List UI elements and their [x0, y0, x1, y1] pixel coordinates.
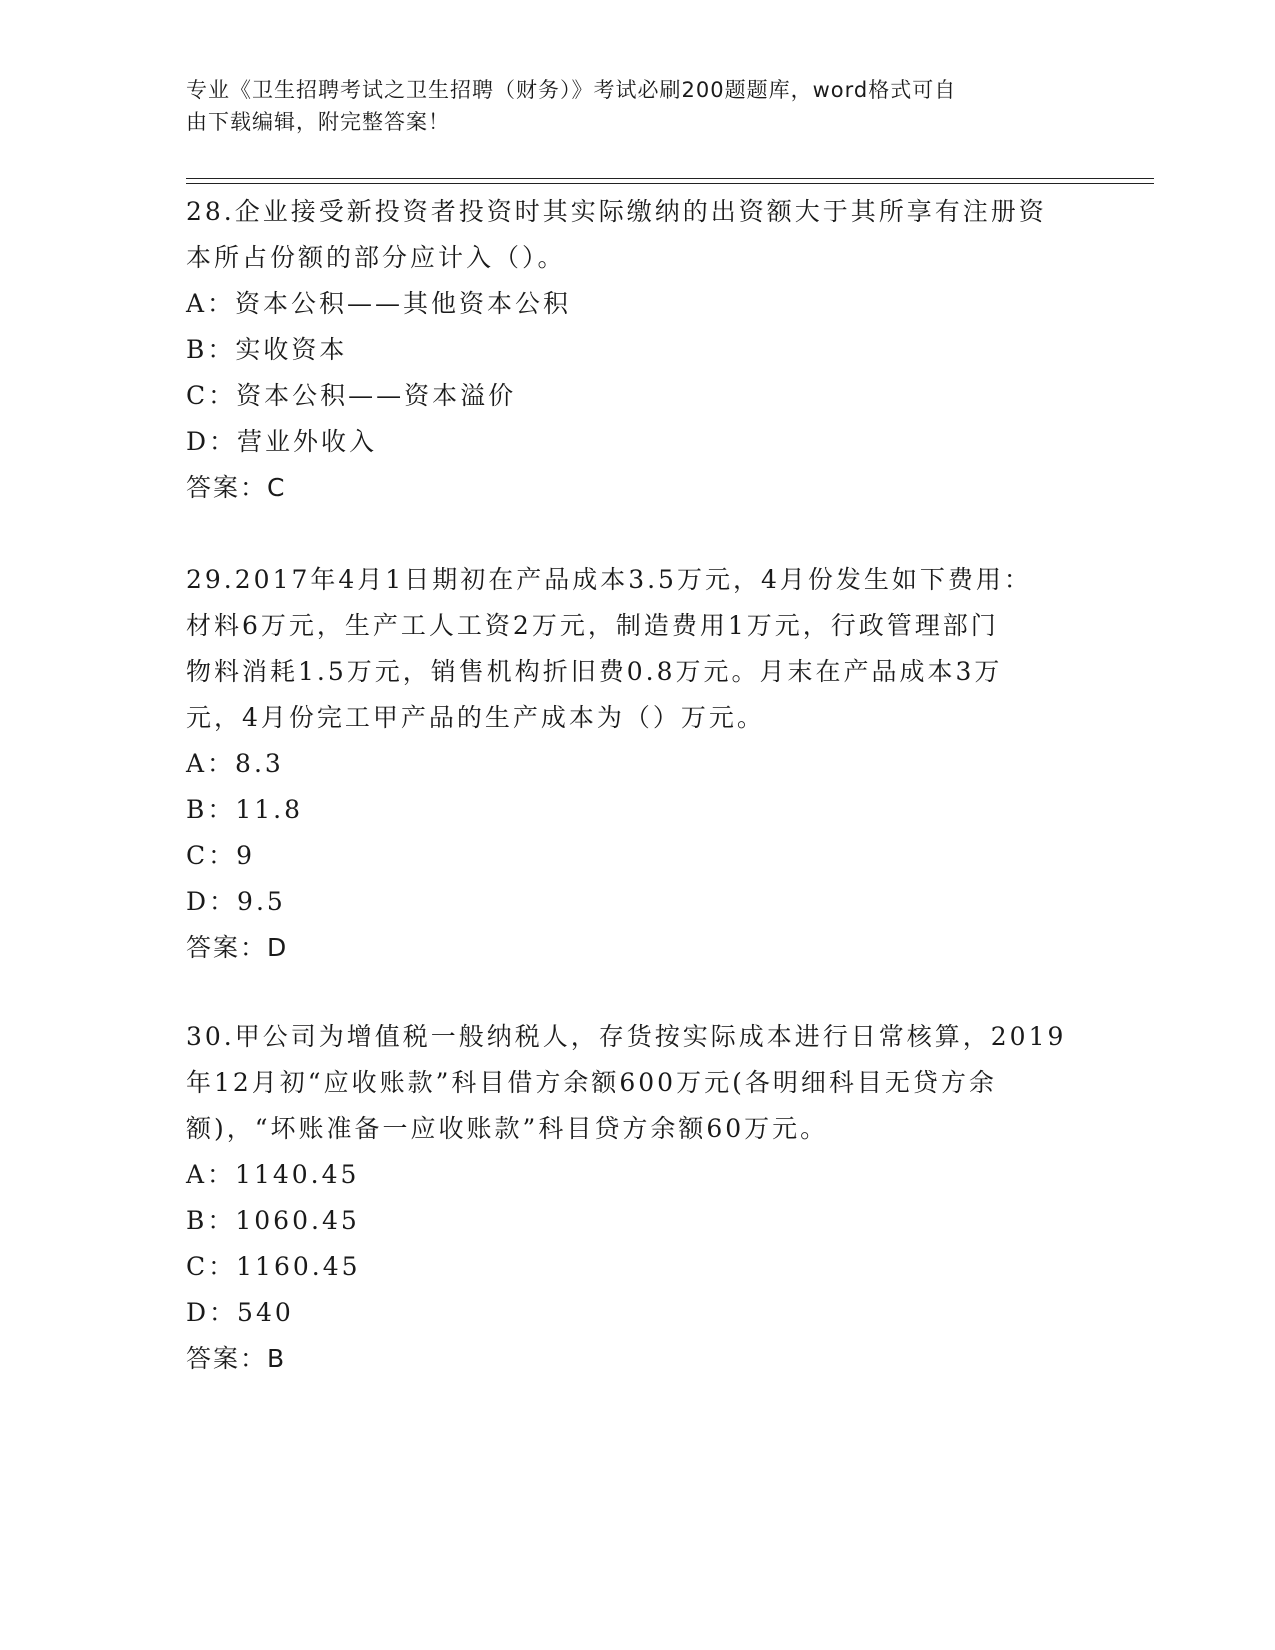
question-29: [186, 557, 1086, 971]
option-a: A：1140.45: [186, 1160, 360, 1189]
header-divider: [186, 178, 1154, 179]
question-text-line: 材料6万元，生产工人工资2万元，制造费用1万元，行政管理部门: [186, 611, 999, 640]
header-divider: [186, 183, 1154, 184]
header-line: 由下载编辑，附完整答案！: [186, 110, 450, 134]
option-a: A：8.3: [186, 749, 284, 778]
question-text-line: 本所占份额的部分应计入（）。: [186, 243, 566, 272]
option-c: C：1160.45: [186, 1252, 361, 1281]
option-d: D：540: [186, 1298, 294, 1327]
header-line: 专业《卫生招聘考试之卫生招聘（财务）》考试必刷200题题库，word格式可自: [186, 78, 957, 102]
option-c: C：9: [186, 841, 256, 870]
question-28: [186, 189, 1086, 511]
question-text-line: 年12月初“应收账款”科目借方余额600万元(各明细科目无贷方余: [186, 1068, 997, 1097]
option-b: B：11.8: [186, 795, 304, 824]
answer-text: 答案：D: [186, 933, 289, 962]
question-text-line: 额)，“坏账准备一应收账款”科目贷方余额60万元。: [186, 1114, 829, 1143]
question-text-line: 物料消耗1.5万元，销售机构折旧费0.8万元。月末在产品成本3万: [186, 657, 1003, 686]
question-30: [186, 1014, 1086, 1382]
answer-text: 答案：B: [186, 1344, 287, 1373]
question-text-line: 28.企业接受新投资者投资时其实际缴纳的出资额大于其所享有注册资: [186, 197, 1047, 226]
option-b: B：1060.45: [186, 1206, 360, 1235]
question-text-line: 元，4月份完工甲产品的生产成本为（）万元。: [186, 703, 765, 732]
document-header: [186, 74, 1066, 138]
option-c: C：资本公积——资本溢价: [186, 381, 517, 410]
question-text-line: 29.2017年4月1日期初在产品成本3.5万元，4月份发生如下费用：: [186, 565, 1032, 594]
answer-text: 答案：C: [186, 473, 287, 502]
option-a: A：资本公积——其他资本公积: [186, 289, 572, 318]
question-text-line: 30.甲公司为增值税一般纳税人，存货按实际成本进行日常核算，2019: [186, 1022, 1067, 1051]
option-b: B：实收资本: [186, 335, 348, 364]
option-d: D：营业外收入: [186, 427, 378, 456]
option-d: D：9.5: [186, 887, 286, 916]
